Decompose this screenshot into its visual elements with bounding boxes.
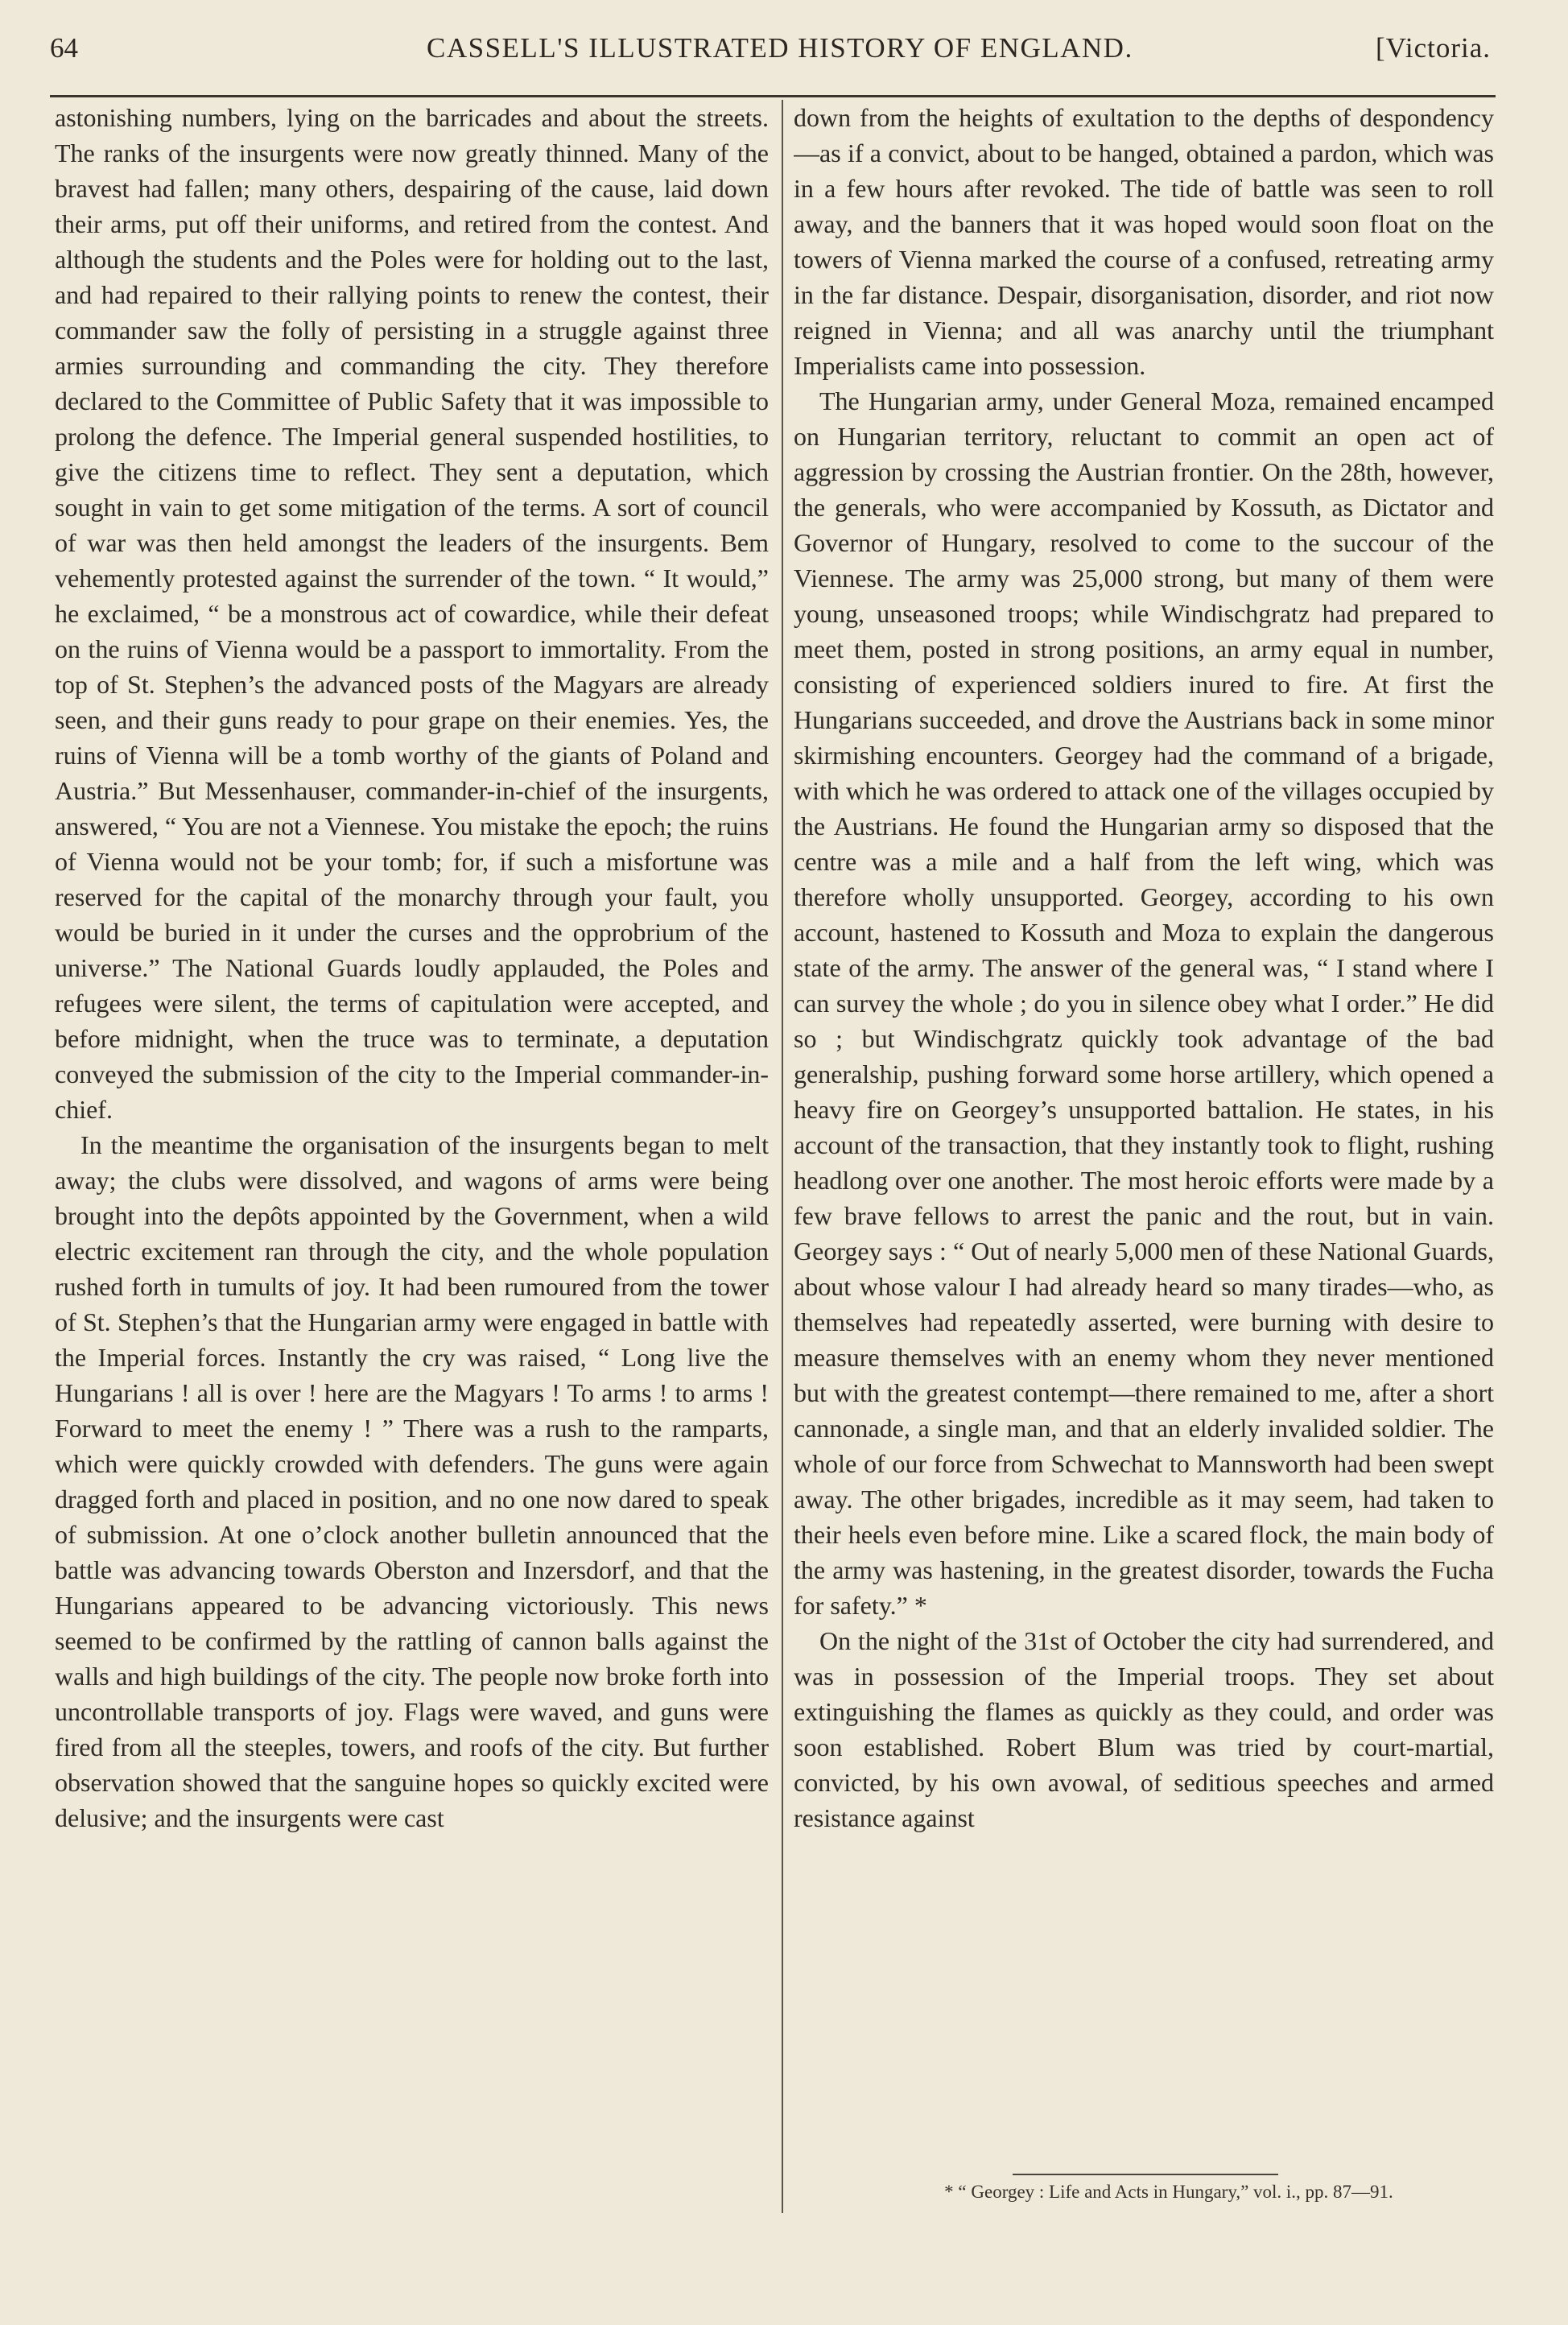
page-number: 64 xyxy=(50,32,78,64)
section-title: [Victoria. xyxy=(1376,32,1491,64)
paragraph: In the meantime the organisation of the insurgents began to melt away; the clubs were dissolved, and wagons of arms were being brought into the depôts appointed by the Government, when a wild electric excitement ran through the city, and the whole population rushed forth in tumults of joy. It had been rumoured from the tower of St. Stephen’s that the Hungarian army were engaged in battle with the Imperial forces. Instantly the cry was raised, “ Long live the Hungarians ! all is over ! here are the Magyars ! To arms ! to arms ! Forward to meet the enemy ! ” There was a rush to the ramparts, which were quickly crowded with defenders. The guns were again dragged forth and placed in position, and no one now dared to speak of submission. At one o’clock another bulletin announced that the battle was advancing towards Oberston and Inzersdorf, and that the Hungarians appeared to be advancing victoriously. This news seemed to be confirmed by the rattling of cannon balls against the walls and high buildings of the city. The people now broke forth into uncontrollable transports of joy. Flags were waved, and guns were fired from all the steeples, towers, and roofs of the city. But further observation showed that the sanguine hopes so quickly excited were delusive; and the insurgents were cast xyxy=(55,1130,769,1832)
header-rule xyxy=(50,95,1496,97)
left-column xyxy=(55,100,769,2225)
running-header xyxy=(50,32,1491,64)
paragraph: astonishing numbers, lying on the barricades and about the streets. The ranks of the insurgents were now greatly thinned. Many of the bravest had fallen; many others, despairing of the cause, laid down their arms, put off their uniforms, and retired from the contest. And although the students and the Poles were for holding out to the last, and had repaired to their rallying points to renew the contest, their commander saw the folly of persisting in a struggle against three armies surrounding and commanding the city. They therefore declared to the Committee of Public Safety that it was impossible to prolong the defence. The Imperial general suspended hostilities, to give the citizens time to reflect. They sent a deputation, which sought in vain to get some mitigation of the terms. A sort of council of war was then held amongst the leaders of the insurgents. Bem vehemently protested against the surrender of the town. “ It would,” he exclaimed, “ be a monstrous act of cowardice, while their defeat on the ruins of Vienna would be a passport to immortality. From the top of St. Stephen’s the advanced posts of the Magyars are already seen, and their guns ready to pour grape on their enemies. Yes, the ruins of Vienna will be a tomb worthy of the giants of Poland and Austria.” But Messenhauser, commander-in-chief of the insurgents, answered, “ You are not a Viennese. You mistake the epoch; the ruins of Vienna would not be your tomb; for, if such a misfortune was reserved for the capital of the monarchy through your fault, you would be buried in it under the curses and the opprobrium of the universe.” The National Guards loudly applauded, the Poles and refugees were silent, the terms of capitulation were accepted, and before midnight, when the truce was to terminate, a deputation conveyed the submission of the city to the Imperial commander-in-chief. xyxy=(55,103,769,1124)
right-column xyxy=(794,100,1494,2225)
book-title: CASSELL'S ILLUSTRATED HISTORY OF ENGLAND. xyxy=(427,32,1133,64)
footnote: * “ Georgey : Life and Acts in Hungary,” vol. i., pp. 87—91. xyxy=(944,2182,1393,2202)
footnote-rule xyxy=(1013,2174,1278,2175)
paragraph: On the night of the 31st of October the city had surrendered, and was in possession of the Imperial troops. They set about extinguishing the flames as quickly as they could, and order was soon established. Robert Blum was tried by court-martial, convicted, by his own avowal, of seditious speeches and armed resistance against xyxy=(794,1626,1494,1832)
paragraph: down from the heights of exultation to the depths of despondency—as if a convict, about to be hanged, obtained a pardon, which was in a few hours after revoked. The tide of battle was seen to roll away, and the banners that it was hoped would soon float on the towers of Vienna marked the course of a confused, retreating army in the far distance. Despair, disorganisation, disorder, and riot now reigned in Vienna; and all was anarchy until the triumphant Imperialists came into possession. xyxy=(794,103,1494,380)
paragraph: The Hungarian army, under General Moza, remained encamped on Hungarian territory, reluctant to commit an open act of aggression by crossing the Austrian frontier. On the 28th, however, the generals, who were accompanied by Kossuth, as Dictator and Governor of Hungary, resolved to come to the succour of the Viennese. The army was 25,000 strong, but many of them were young, unseasoned troops; while Windischgratz had prepared to meet them, posted in strong positions, an army equal in number, consisting of experienced soldiers inured to fire. At first the Hungarians succeeded, and drove the Austrians back in some minor skirmishing encounters. Georgey had the command of a brigade, with which he was ordered to attack one of the villages occupied by the Austrians. He found the Hungarian army so disposed that the centre was a mile and a half from the left wing, which was therefore wholly unsupported. Georgey, according to his own account, hastened to Kossuth and Moza to explain the dangerous state of the army. The answer of the general was, “ I stand where I can survey the whole ; do you in silence obey what I order.” He did so ; but Windischgratz quickly took advantage of the bad generalship, pushing forward some horse artillery, which opened a heavy fire on Georgey’s unsupported battalion. He states, in his account of the transaction, that they instantly took to flight, rushing headlong over one another. The most heroic efforts were made by a few brave fellows to arrest the panic and the rout, but in vain. Georgey says : “ Out of nearly 5,000 men of these National Guards, about whose valour I had already heard so many tirades—who, as themselves had repeatedly asserted, were burning with desire to measure themselves with an enemy whom they never mentioned but with the greatest contempt—there remained to me, after a short cannonade, a single man, and that an elderly invalided soldier. The whole of our force from Schwechat to Mannsworth had been swept away. The other brigades, incredible as it may seem, had taken to their heels even before mine. Like a scared flock, the main body of the army was hastening, in the greatest disorder, towards the Fucha for safety.” * xyxy=(794,386,1494,1620)
column-divider xyxy=(782,100,783,2213)
